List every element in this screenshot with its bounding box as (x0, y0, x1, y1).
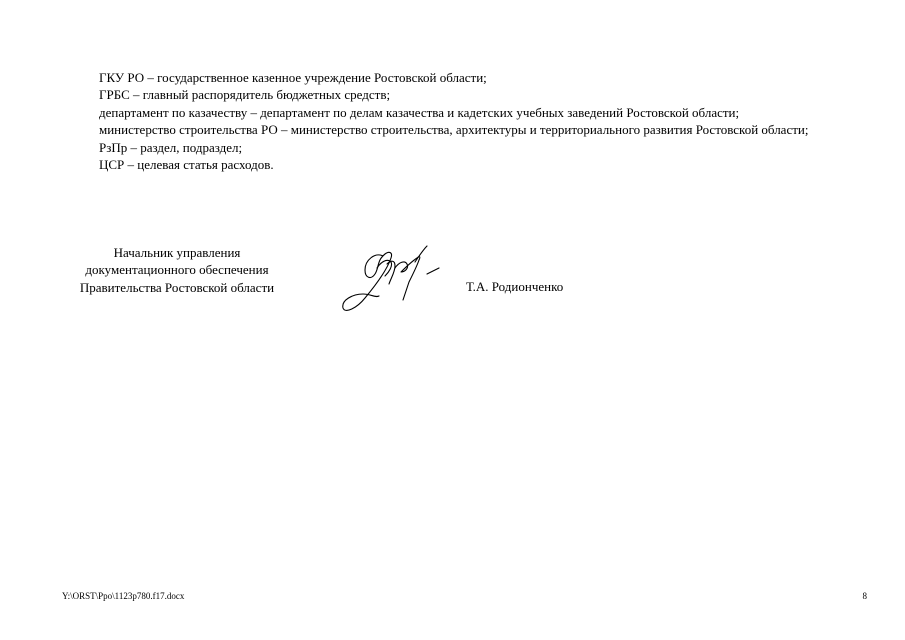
page-number: 8 (862, 591, 867, 601)
abbreviation-item: министерство строительства РО – министерство строительства, архитектуры и территориального развития Ростовской области; (99, 122, 809, 138)
signature-block (62, 244, 292, 296)
abbreviation-item: ГКУ РО – государственное казенное учреждение Ростовской области; (99, 70, 487, 85)
abbreviation-item: ГРБС – главный распорядитель бюджетных средств; (99, 87, 391, 103)
abbreviation-item: ЦСР – целевая статья расходов. (99, 157, 274, 173)
footer-file-path: Y:\ORST\Ppo\1123p780.f17.docx (62, 591, 185, 601)
abbreviation-item: департамент по казачеству – департамент по делам казачества и кадетских учебных заведений Ростовской области; (99, 104, 740, 120)
signer-position-line: документационного обеспечения (85, 262, 269, 278)
signer-name: Т.А. Родионченко (466, 279, 564, 294)
signer-position-line: Правительства Ростовской области (79, 279, 275, 295)
handwritten-signature (335, 238, 445, 318)
signer-position-line: Начальник управления (113, 245, 241, 260)
abbreviations-list (62, 69, 870, 173)
signer-position (62, 244, 292, 296)
abbreviation-item: РзПр – раздел, подраздел; (99, 139, 243, 155)
